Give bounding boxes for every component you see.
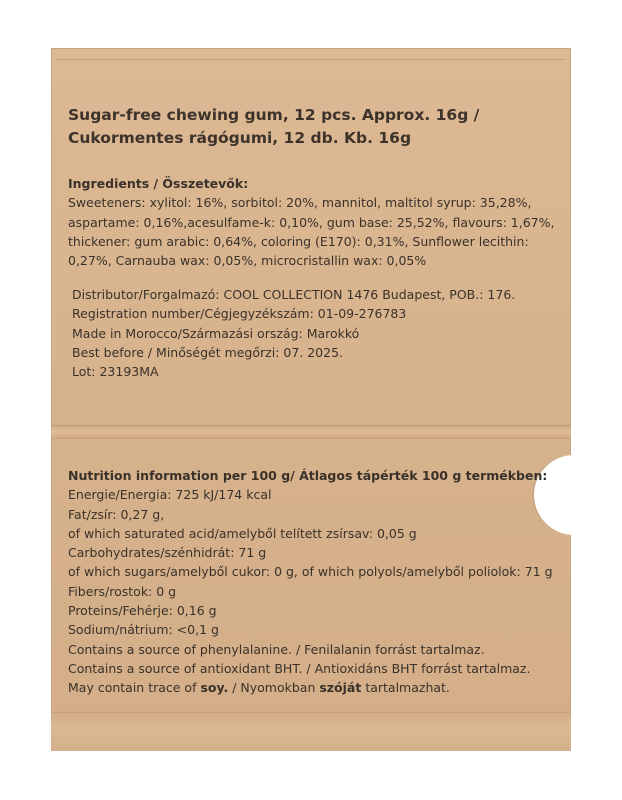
nutrition-line: of which saturated acid/amelyből telített zsírsav: 0,05 g — [68, 525, 417, 541]
distributor-line: Distributor/Forgalmazó: COOL COLLECTION 1476 Budapest, POB.: 176. — [72, 287, 516, 302]
ingredients-line: aspartame: 0,16%,acesulfame-k: 0,10%, gum base: 25,52%, flavours: 1,67%, — [68, 214, 555, 230]
ingredients-heading: Ingredients / Összetevők: — [68, 176, 249, 191]
top-flap-edge — [56, 59, 566, 60]
allergen-text: tartalmazhat. — [361, 680, 450, 696]
nutrition-line: Carbohydrates/szénhidrát: 71 g — [68, 545, 267, 561]
ingredients-section — [68, 174, 554, 270]
allergen-text: May contain trace of — [68, 680, 201, 696]
ingredients-line: 0,27%, Carnauba wax: 0,05%, microcristallin wax: 0,05% — [68, 253, 427, 269]
nutrition-line: Contains a source of phenylalanine. / Fenilalanin forrást tartalmaz. — [68, 641, 485, 657]
ingredients-line: Sweeteners: xylitol: 16%, sorbitol: 20%, mannitol, maltitol syrup: 35,28%, — [68, 195, 532, 211]
nutrition-line: Proteins/Fehérje: 0,16 g — [68, 603, 217, 619]
best-before-line: Best before / Minőségét megőrzi: 07. 2025. — [72, 344, 344, 360]
registration-line: Registration number/Cégjegyzékszám: 01-09-276783 — [72, 306, 407, 322]
bottom-fold — [51, 712, 571, 751]
nutrition-line: Contains a source of antioxidant BHT. / Antioxidáns BHT forrást tartalmaz. — [68, 660, 531, 676]
nutrition-section — [68, 466, 553, 698]
ingredients-line: thickener: gum arabic: 0,64%, coloring (E170): 0,31%, Sunflower lecithin: — [68, 233, 529, 249]
nutrition-line: Sodium/nátrium: <0,1 g — [68, 622, 219, 638]
allergen-text: / Nyomokban — [228, 680, 320, 696]
middle-fold — [51, 425, 571, 439]
nutrition-line: Fibers/rostok: 0 g — [68, 583, 177, 599]
distributor-info — [72, 285, 515, 381]
product-title: Sugar-free chewing gum, 12 pcs. Approx. 16g / Cukormentes rágógumi, 12 db. Kb. 16g — [68, 106, 480, 147]
lot-line: Lot: 23193MA — [72, 364, 159, 380]
nutrition-line: of which sugars/amelyből cukor: 0 g, of which polyols/amelyből poliolok: 71 g — [68, 564, 553, 580]
allergen-bold-en: soy. — [200, 680, 229, 696]
allergen-line — [68, 678, 553, 697]
nutrition-line: Energie/Energia: 725 kJ/174 kcal — [68, 487, 272, 503]
nutrition-heading: Nutrition information per 100 g/ Átlagos tápérték 100 g termékben: — [68, 468, 548, 483]
allergen-bold-hu: szóját — [319, 680, 362, 696]
origin-line: Made in Morocco/Származási ország: Marokkó — [72, 325, 360, 341]
nutrition-line: Fat/zsír: 0,27 g, — [68, 506, 165, 522]
